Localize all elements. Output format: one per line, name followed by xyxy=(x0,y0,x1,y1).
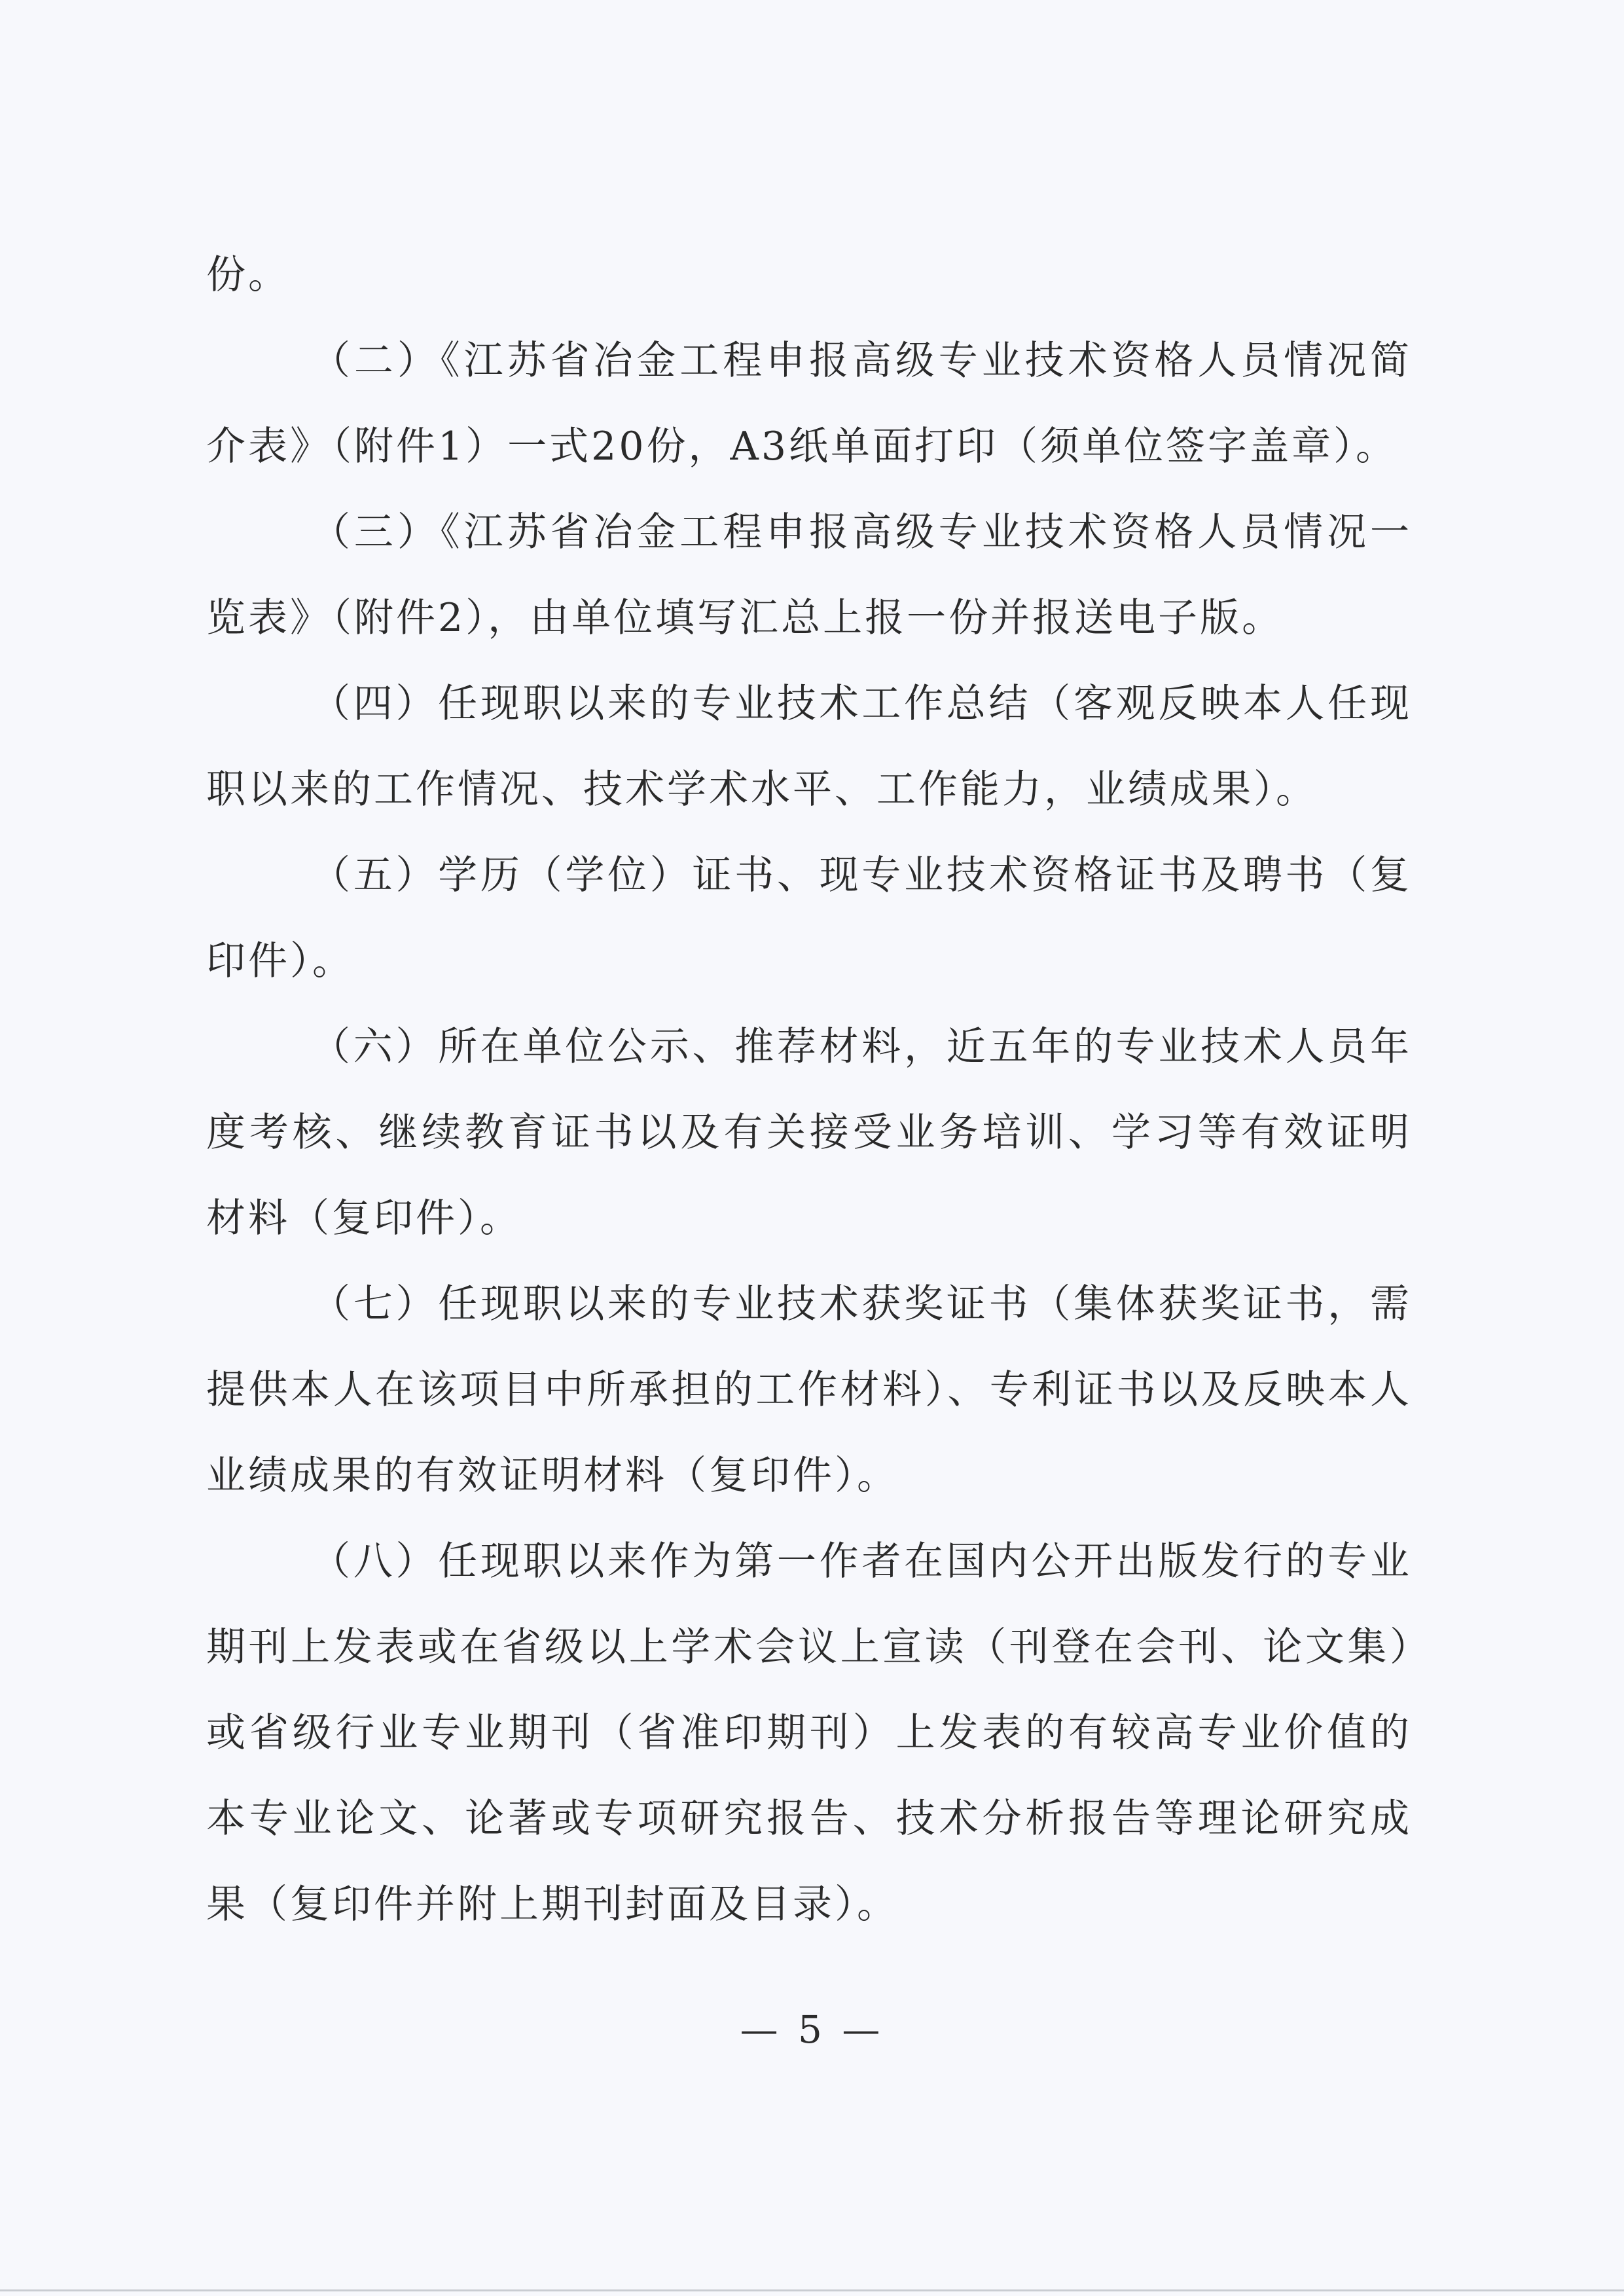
body-text xyxy=(206,232,1412,1948)
paragraph-item-4: （四）任现职以来的专业技术工作总结（客观反映本人任现职以来的工作情况、技术学术水平、工作能力，业绩成果）。 xyxy=(206,681,1412,812)
bottom-divider xyxy=(0,2289,1624,2291)
paragraph-item-3: （三）《江苏省冶金工程申报高级专业技术资格人员情况一览表》（附件2），由单位填写汇总上报一份并报送电子版。 xyxy=(206,509,1412,641)
paragraph-item-2: （二）《江苏省冶金工程申报高级专业技术资格人员情况简介表》（附件1）一式20份，A3纸单面打印（须单位签字盖章）。 xyxy=(206,338,1412,469)
paragraph-item-8: （八）任现职以来作为第一作者在国内公开出版发行的专业期刊上发表或在省级以上学术会议上宣读（刊登在会刊、论文集）或省级行业专业期刊（省准印期刊）上发表的有较高专业价值的本专业论文、论著或专项研究报告、技术分析报告等理论研究成果（复印件并附上期刊封面及目录）。 xyxy=(206,1539,1412,1927)
paragraph-continuation: 份。 xyxy=(206,252,290,298)
page-number: — 5 — xyxy=(740,2007,884,2052)
paragraph-item-5: （五）学历（学位）证书、现专业技术资格证书及聘书（复印件）。 xyxy=(206,852,1412,984)
paragraph-item-6: （六）所在单位公示、推荐材料，近五年的专业技术人员年度考核、继续教育证书以及有关接受业务培训、学习等有效证明材料（复印件）。 xyxy=(206,1024,1412,1241)
paragraph-item-7: （七）任现职以来的专业技术获奖证书（集体获奖证书，需提供本人在该项目中所承担的工作材料）、专利证书以及反映本人业绩成果的有效证明材料（复印件）。 xyxy=(206,1281,1412,1499)
